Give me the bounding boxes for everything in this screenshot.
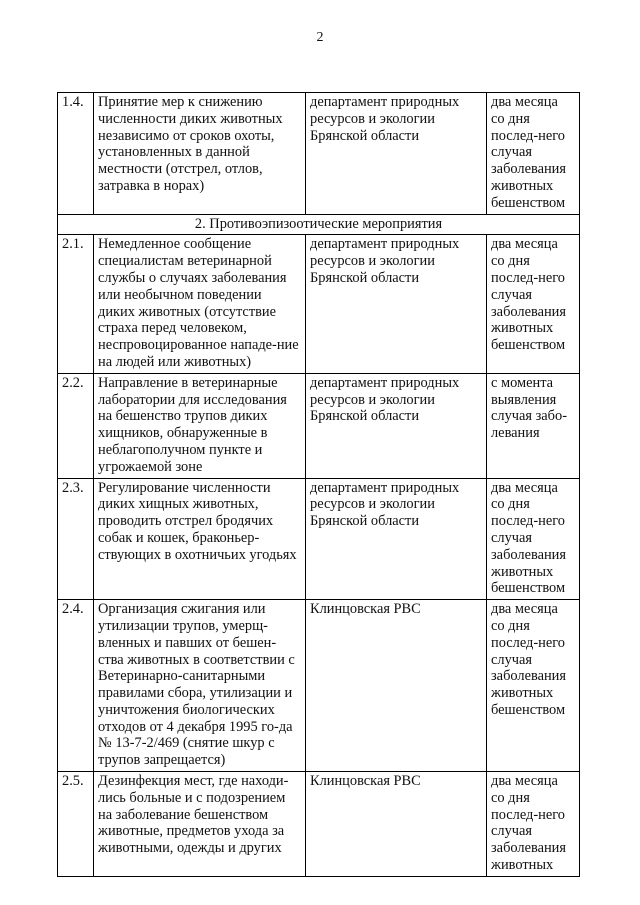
deadline-cell: два месяца со дня послед-него случая заболевания животных бешенством bbox=[487, 478, 580, 600]
responsible-cell: департамент природных ресурсов и экологии Брянской области bbox=[306, 93, 487, 215]
row-number: 2.5. bbox=[58, 772, 94, 877]
deadline-cell: два месяца со дня послед-него случая заболевания животных бешенством bbox=[487, 235, 580, 373]
page-number: 2 bbox=[316, 30, 324, 45]
section-header-row bbox=[58, 214, 580, 235]
responsible-cell: департамент природных ресурсов и экологии Брянской области bbox=[306, 478, 487, 600]
measure-cell: Организация сжигания или утилизации трупов, умерщ-вленных и павших от бешен-ства животных в соответствии с Ветеринарно-санитарными правилами сбора, утилизации и уничтожения биологических отходов от 4 декабря 1995 го-да № 13-7-2/469 (снятие шкур с трупов запрещается) bbox=[94, 600, 306, 772]
row-number: 1.4. bbox=[58, 93, 94, 215]
measure-cell: Принятие мер к снижению численности диких животных независимо от сроков охоты, установленных в данной местности (отстрел, отлов, затравка в норах) bbox=[94, 93, 306, 215]
measure-cell: Немедленное сообщение специалистам ветеринарной службы о случаях заболевания или необычном поведении диких животных (отсутствие страха перед человеком, неспровоцированное нападе-ние на людей или животных) bbox=[94, 235, 306, 373]
deadline-cell: два месяца со дня послед-него случая заболевания животных бешенством bbox=[487, 600, 580, 772]
table-row bbox=[58, 772, 580, 877]
responsible-cell: департамент природных ресурсов и экологии Брянской области bbox=[306, 373, 487, 478]
measures-table bbox=[57, 92, 580, 877]
measure-cell: Направление в ветеринарные лаборатории для исследования на бешенство трупов диких хищников, обнаруженные в неблагополучном пункте и угрожаемой зоне bbox=[94, 373, 306, 478]
table-row bbox=[58, 478, 580, 600]
deadline-cell: с момента выявления случая забо-левания bbox=[487, 373, 580, 478]
measures-table-body bbox=[58, 93, 580, 877]
table-row bbox=[58, 600, 580, 772]
row-number: 2.2. bbox=[58, 373, 94, 478]
table-row bbox=[58, 373, 580, 478]
row-number: 2.4. bbox=[58, 600, 94, 772]
table-row bbox=[58, 235, 580, 373]
deadline-cell: два месяца со дня послед-него случая заболевания животных bbox=[487, 772, 580, 877]
row-number: 2.1. bbox=[58, 235, 94, 373]
deadline-cell: два месяца со дня послед-него случая заболевания животных бешенством bbox=[487, 93, 580, 215]
table-row bbox=[58, 93, 580, 215]
measure-cell: Дезинфекция мест, где находи-лись больные и с подозрением на заболевание бешенством животные, предметов ухода за животными, одежды и других bbox=[94, 772, 306, 877]
section-title: 2. Противоэпизоотические мероприятия bbox=[58, 214, 580, 235]
row-number: 2.3. bbox=[58, 478, 94, 600]
responsible-cell: Клинцовская РВС bbox=[306, 772, 487, 877]
measure-cell: Регулирование численности диких хищных животных, проводить отстрел бродячих собак и кошек, браконьер-ствующих в охотничьих угодьях bbox=[94, 478, 306, 600]
responsible-cell: Клинцовская РВС bbox=[306, 600, 487, 772]
responsible-cell: департамент природных ресурсов и экологии Брянской области bbox=[306, 235, 487, 373]
